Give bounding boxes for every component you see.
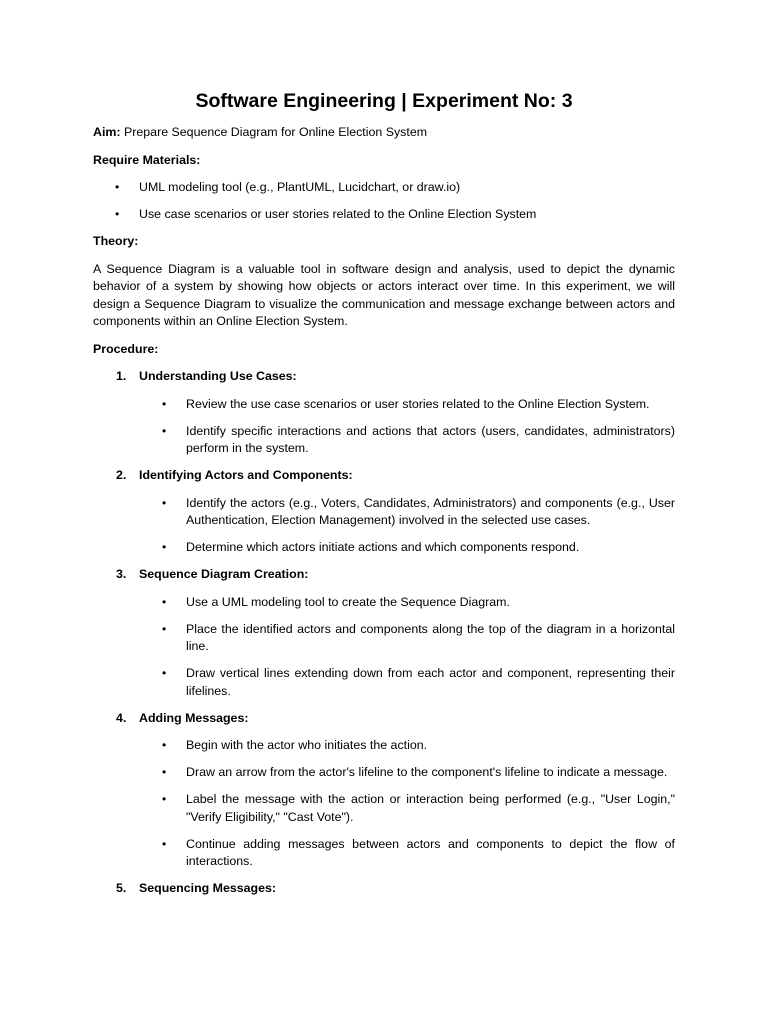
step-heading — [93, 368, 675, 386]
aim-line — [93, 124, 675, 142]
list-item: • Review the use case scenarios or user stories related to the Online Election System. — [93, 396, 675, 414]
list-item: • Use a UML modeling tool to create the Sequence Diagram. — [93, 594, 675, 612]
aim-label: Aim: — [93, 125, 121, 139]
step-heading — [93, 467, 675, 485]
materials-list — [93, 179, 675, 224]
step-items — [93, 594, 675, 701]
step-items — [93, 495, 675, 557]
step-heading — [93, 566, 675, 584]
step-items — [93, 396, 675, 458]
step-title: Identifying Actors and Components: — [139, 468, 353, 482]
list-item: • Place the identified actors and components along the top of the diagram in a horizontal line. — [93, 621, 675, 656]
step-number: 1. — [116, 369, 127, 383]
procedure-steps — [93, 368, 675, 898]
step-title: Understanding Use Cases: — [139, 369, 297, 383]
list-item: • Begin with the actor who initiates the action. — [93, 737, 675, 755]
list-item: • UML modeling tool (e.g., PlantUML, Lucidchart, or draw.io) — [93, 179, 675, 197]
aim-text: Prepare Sequence Diagram for Online Election System — [124, 125, 428, 139]
step-number: 5. — [116, 881, 127, 895]
step-title: Sequencing Messages: — [139, 881, 277, 895]
step-title: Sequence Diagram Creation: — [139, 567, 309, 581]
list-item: • Label the message with the action or interaction being performed (e.g., "User Login," "Verify Eligibility," "Cast Vote"). — [93, 791, 675, 826]
list-item: • Draw vertical lines extending down from each actor and component, representing their lifelines. — [93, 665, 675, 700]
list-item: • Determine which actors initiate actions and which components respond. — [93, 539, 675, 557]
theory-text: A Sequence Diagram is a valuable tool in software design and analysis, used to depict the dynamic behavior of a system by showing how objects or actors interact over time. In this experiment, we will design a Sequence Diagram to visualize the communication and message exchange between actors and components within an Online Election System. — [93, 261, 675, 328]
theory-heading: Theory: — [93, 234, 139, 248]
procedure-step — [93, 880, 675, 898]
document-body — [93, 88, 675, 908]
step-number: 4. — [116, 710, 127, 725]
step-heading — [93, 710, 675, 728]
step-number: 2. — [116, 468, 127, 482]
list-item: • Identify specific interactions and actions that actors (users, candidates, administrators) perform in the system. — [93, 423, 675, 458]
materials-heading: Require Materials: — [93, 152, 201, 167]
step-number: 3. — [116, 567, 127, 581]
procedure-step — [93, 566, 675, 700]
list-item: • Identify the actors (e.g., Voters, Candidates, Administrators) and components (e.g., User Authentication, Election Management) involved in the selected use cases. — [93, 495, 675, 530]
list-item: • Continue adding messages between actors and components to depict the flow of interactions. — [93, 836, 675, 871]
list-item: • Use case scenarios or user stories related to the Online Election System — [93, 206, 675, 224]
step-items — [93, 737, 675, 871]
list-item: • Draw an arrow from the actor's lifeline to the component's lifeline to indicate a message. — [93, 764, 675, 782]
procedure-step — [93, 467, 675, 557]
step-heading — [93, 880, 675, 898]
procedure-step — [93, 710, 675, 871]
page-title: Software Engineering | Experiment No: 3 — [195, 90, 573, 112]
procedure-step — [93, 368, 675, 458]
step-title: Adding Messages: — [139, 710, 249, 725]
procedure-heading: Procedure: — [93, 341, 159, 356]
